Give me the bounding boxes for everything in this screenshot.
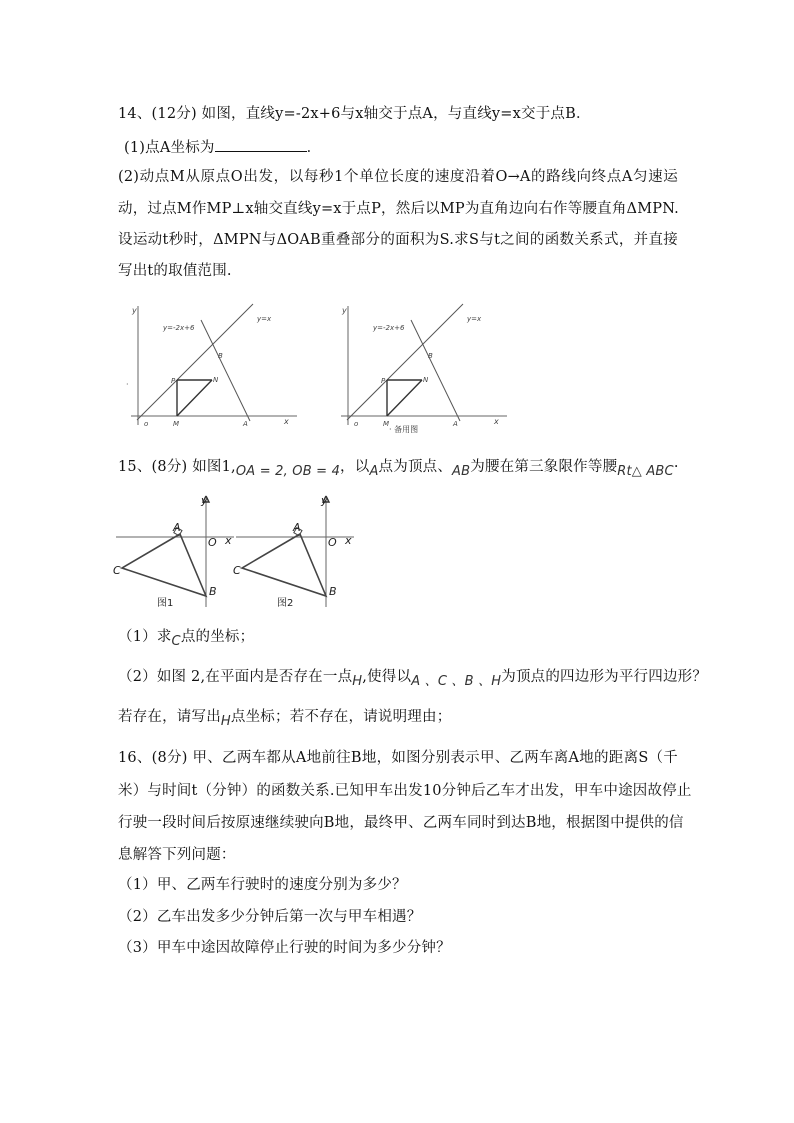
- q14-figure-1: [115, 298, 310, 433]
- q14-line-1: 14、(12分) 如图，直线y=-2x+6与x轴交于点A，与直线y=x交于点B．: [118, 106, 591, 122]
- label-p: P: [381, 377, 386, 385]
- label-eq1: y=-2x+6: [373, 324, 405, 332]
- q14-figure-2: [325, 298, 520, 438]
- label-y: y: [132, 306, 137, 315]
- label-x: x: [284, 417, 289, 426]
- q15-sub2-math2: A 、C 、B 、H: [411, 674, 502, 689]
- q15-math-triangle: Rt△ ABC: [617, 464, 674, 479]
- q16-sub-3: （3）甲车中途因故障停止行驶的时间为多少分钟？: [118, 940, 451, 956]
- q16-line-4: 息解答下列问题：: [118, 847, 236, 863]
- backup-caption: · 备用图: [389, 425, 419, 434]
- q15-figure-2: [232, 492, 360, 610]
- label-m: M: [173, 420, 180, 428]
- label-c: C: [113, 564, 121, 577]
- label-eq2: y=x: [467, 315, 482, 323]
- label-y: y: [321, 494, 328, 507]
- q15-text-3: 为腰在第三象限作等腰: [470, 459, 618, 475]
- label-o: O: [328, 536, 337, 549]
- label-b: B: [209, 585, 217, 598]
- line-y-minus-2x-plus-6: [201, 320, 250, 421]
- q15-sub3-a: 若存在，请写出: [118, 709, 221, 725]
- q15-line-1: [118, 457, 679, 478]
- label-o: o: [354, 420, 359, 428]
- stray-dot: ·: [126, 380, 129, 389]
- label-a: A: [173, 521, 181, 534]
- label-x: x: [225, 534, 232, 547]
- q15-text-1: ，以: [340, 459, 370, 475]
- q16-line-1: 16、(8分) 甲、乙两车都从A地前往B地，如图分别表示甲、乙两车离A地的距离S（千: [118, 750, 678, 766]
- triangle-abc: [122, 534, 206, 596]
- label-n: N: [213, 376, 219, 384]
- q15-sub2-b: ,使得以: [362, 669, 412, 685]
- label-a: A: [453, 420, 458, 428]
- label-y: y: [342, 306, 347, 315]
- label-o: o: [144, 420, 149, 428]
- q15-sub-3: [118, 707, 451, 728]
- q16-line-2: 米）与时间t（分钟）的函数关系.已知甲车出发10分钟后乙车才出发，甲车中途因故停止: [118, 783, 692, 799]
- label-c: C: [233, 564, 241, 577]
- q14-part1: [124, 137, 321, 158]
- label-b: B: [218, 352, 223, 360]
- q15-sub-2: [118, 667, 707, 688]
- q14-line-5: 设运动t秒时，ΔMPN与ΔOAB重叠部分的面积为S.求S与t之间的函数关系式，并直接: [118, 232, 678, 248]
- label-eq2: y=x: [257, 315, 272, 323]
- q14-part1-suffix: ．: [306, 140, 322, 156]
- q15-sub2-c: 为顶点的四边形为平行四边形？: [501, 669, 708, 685]
- q16-line-3: 行驶一段时间后按原速继续驶向B地，最终甲、乙两车同时到达B地，根据图中提供的信: [118, 815, 684, 831]
- q15-sub2-a: （2）如图 2,在平面内是否存在一点: [118, 669, 353, 685]
- label-p: P: [171, 377, 176, 385]
- q15-intro: 15、(8分) 如图1,: [118, 459, 236, 475]
- q15-figure-1: [112, 492, 240, 610]
- fig1-caption: 图1: [157, 598, 174, 609]
- label-x: x: [494, 417, 499, 426]
- fig2-caption: 图2: [277, 598, 294, 609]
- q15-math-ab: AB: [452, 464, 471, 479]
- q15-sub1-b: 点的坐标；: [180, 629, 255, 645]
- label-b: B: [428, 352, 433, 360]
- label-a: A: [243, 420, 248, 428]
- triangle-abc: [242, 534, 326, 596]
- q15-sub-1: [118, 627, 254, 648]
- q14-line-4: 动，过点M作MP⊥x轴交直线y=x于点P，然后以MP为直角边向右作等腰直角ΔMPN.: [118, 201, 679, 217]
- q15-math-lengths: OA = 2, OB = 4: [235, 464, 341, 479]
- label-o: O: [208, 536, 217, 549]
- label-m: M: [383, 420, 390, 428]
- q14-line-6: 写出t的取值范围.: [118, 263, 232, 279]
- q15-sub1-math: C: [171, 634, 181, 649]
- q15-sub3-b: 点坐标；若不存在，请说明理由；: [230, 709, 452, 725]
- q15-text-2: 点为顶点、: [378, 459, 453, 475]
- label-b: B: [329, 585, 337, 598]
- q14-part1-prefix: (1)点A坐标为: [124, 140, 215, 156]
- label-a: A: [293, 521, 301, 534]
- q15-math-a: A: [369, 464, 379, 479]
- q15-text-4: ·: [673, 459, 679, 475]
- line-y-minus-2x-plus-6: [411, 320, 460, 421]
- q16-sub-1: （1）甲、乙两车行驶时的速度分别为多少？: [118, 877, 407, 893]
- q16-sub-2: （2）乙车出发多少分钟后第一次与甲车相遇？: [118, 909, 422, 925]
- q14-line-3: (2)动点M从原点O出发，以每秒1个单位长度的速度沿着O→A的路线向终点A匀速运: [118, 169, 678, 185]
- segment-mn: [387, 380, 422, 416]
- answer-blank[interactable]: [215, 137, 307, 152]
- q15-sub2-math1: H: [352, 674, 363, 689]
- line-y-equals-x: [137, 304, 253, 420]
- label-x: x: [345, 534, 352, 547]
- q15-sub1-a: （1）求: [118, 629, 172, 645]
- segment-mn: [177, 380, 212, 416]
- line-y-equals-x: [347, 304, 463, 420]
- label-eq1: y=-2x+6: [163, 324, 195, 332]
- label-n: N: [423, 376, 429, 384]
- q15-sub3-math: H: [220, 714, 231, 729]
- label-y: y: [201, 494, 208, 507]
